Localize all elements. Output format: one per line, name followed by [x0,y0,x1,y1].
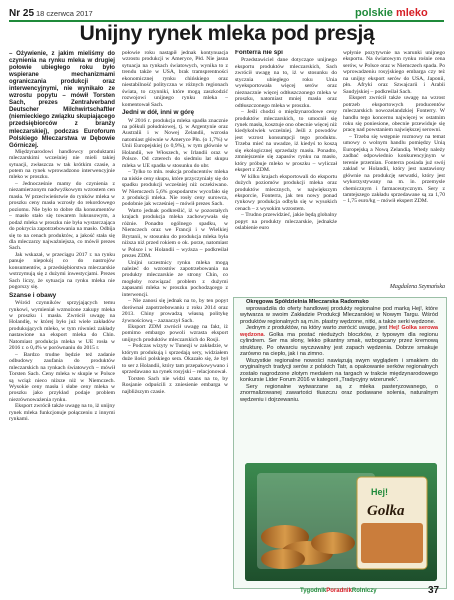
paragraph: połowie roku nastąpił jednak kontynuacja wzrostu produkcji w Ameryce, Płd. Nie jasna sytuacja na rynkach światowych, wynika to z trendu także w USA, brak tramsprentności ekonomicznej rynku chińskiego oraz niestabilność polityczna w różnych regionach świata, to czynniki, które mogą zaszkodzić rozwojowi unijnego rynku mleka – komentował Sach. [122,50,228,108]
article-column-1 [9,50,115,582]
section-tag-word: polskie [355,7,393,19]
promo-box-text [240,299,438,403]
text-span: Jednym z produktów, na który warto zwrócić uwagę, jest [246,325,390,331]
lead-paragraph: – Ożywienie, z jakim mieliśmy do czynienia na rynku mleka w drugiej połowie ubiegłego roku było wspierane mechanizmami ograniczania produkcji oraz interwencyjnymi, nie wynikało ze wzrostu popytu – mówił Torsten Sach, prezes Zentralverband Deutscher Milchwirtschaftler (niemieckiego związku skupiającego przedsiębiorców z branży mleczarskiej), podczas Euroforum Polskiego Mleczarstwa w Dębowie Górniczej. [9,50,115,149]
article-lead [9,50,115,149]
author-signature: Magdalena Szymańska [389,284,445,290]
logo-part-3: Rolniczy [351,588,377,594]
paragraph: – Bardzo trudne będzie też zadanie odbudowy zaufania do produktów mleczarskich na rynkach światowych – mówił Torsten Sach. Ceny mleka w skupie w Polsce są wciąż nieco niższe niż w Niemczech. Wysokie ceny masła i słabe ceny mleka w proszku jako przykład podaje problem niezrównoważenia rynku. [9,351,115,403]
paragraph: W 2016 r. produkcja mleka spadła znacznie na półkuli południowej, tj. w Argentynie oraz Australii i w Nowej Zelandii, wzrosła natomiast głównie w Ameryce Płn. (o 1,7%) w Unii Europejskiej (o 0,9%), w tym głównie w Holandii, we Włoszech, w Irlandii oraz w Polsce. Od czterech do siedmiu lat skupu mleka w UE spadła w stosunku do ubr. [122,117,228,169]
logo-part-1: Tygodnik [300,588,327,594]
paragraph: Warto jednak podkreślić, iż w pozostałych krajach produkcja mleka zachowywała się różnie. Ponadto ogólnego spadku, w Niemczech oraz we Francji i w Wielkiej Brytanii, w stosunku do produkcja mleka była niższa niż przed rokiem o ok. porze, natomiast w Polsce i w Holandii – wyższa – podkreślał prezes ZDM. [122,207,228,260]
promo-box-title: Okręgowa Spółdzielnia Mleczarska Radomsko [246,299,369,305]
issue-number: Nr 25 [9,8,35,19]
paragraph: Torsten Sach nie widzi szans na to, by Rosjanie odpuścili z zniesienie embarga w najbliższym czasie. [122,375,228,395]
paragraph: wpłynie pozytywnie na warunki unijnego eksportu. Na światowym rynku rośnie cena serów, w Polsce oraz w Niemczech spada. Po wprowadzeniu rosyjskiego embarga czy też na unijny eksport serów do USA, Japonii, płn. Afryki oraz Szwajcarii i Arabii Saudyjskiej – podkreślał Sach. [343,50,445,95]
product-highlight: Hej! Golka serowa wędzona [240,325,438,338]
article-title: Unijny rynek mleka pod presją [79,22,375,45]
paragraph: Jak wskazał, w przeciągu 2017 r. na rynku panuje niepokój co do nastrojów konsumentów, a przedsiębiorstwa mleczarskie wstrzymują się z dużymi inwestycjami. Prezes Sach liczy, że sytuacja na rynku mleka nie pogorszy się. [9,251,115,291]
paragraph: – Jednocześnie mamy do czynienia z niezamierzonym nadwyżkowym wzrostem cen masła. W przeciwieństwie do rynków mleka w proszku ceny masła wzrosły do rekordowego poziomu. Nie było to dobre dla konsumentów – masło stało się towarem luksusowym, a podaż mleka w proszku nie była wystarczająca do pokrycia zapotrzebowania na masło. Odbija się to na cenach produktów, a jakość stała się dla mleczarzy najważniejsza, co mówił prezes Sach. [9,180,115,252]
section-tag-accent: mleko [395,7,428,19]
article-column-3 [235,50,337,270]
paragraph: W kilku krajach eksportowali do eksportu dużych poziomów produkcji mleka oraz produktów mlecznych, w największym eksporcie, Fonterra, jak ten nowy ponad rynkowy produkcja odbyła się w wysokich cenach – z wysokim wzrostem. [235,173,337,212]
paragraph: Wszystkie regionalne nowości nawiązują swym wyglądem i smakiem do oryginalnych tradycji serów z polskich Tatr, a opakowanie serków regionalnych zostało nagrodzone złotym medalem na targach w trakcie międzynarodowego konkursie Lider Forum 2016 w kategorii „Tradycyjny wizerunek”. [240,357,438,383]
paragraph: – Tylko to mln. reakcja producentów mleka na niskie ceny skupu, które przyczyniały się do spadku produkcji wcześniej niż oczekiwano. W Niemczech 5,6% gospodarstw wycofało się z produkcji mleka. Nie rosły ceny surowca, podobnie jak wcześniej – mówił prezes Sach. [122,169,228,208]
paragraph: Przedstawiciel dane dotyczące unijnego eksportu produktów mleczarskich, Sach zwrócił uwagę na to, iż w stosunku do stycznia ubiegłego roku Unia wyeksportowała więcej serów oraz nieznacznie więcej odtłuszczonego mleka w proszku, natomiast mniej masła oraz odtłuszczonego mleka w proszku. [235,57,337,109]
page-number: 37 [428,585,440,596]
paragraph: – Trzeba się wstępnie rozmowy na temat umowy o wolnym handlu pomiędzy Unią Europejską a Nową Zelandią. Wtedy należy zadbać odpowiednio konkurencyjnym w terenie przemian. Fonterra posiada już swój zakład w Holandii, który jest nastawiony głównie na produkcję serwatki, który jest wykorzystywany na m. in. przemysle chemicznym i farmaceutycznym. Sery z tamtejszego zakładu sprzedawane są za 1,70 – 1,75 euro/kg – mówił ekspert ZDM. [343,133,445,205]
paragraph: Eksport ZDM zwrócił uwagę na fakt, iż pomimo embargo powoli wzrasta eksport unijnych produktów mleczarskich do Rosji. [122,324,228,343]
subheading-fonterra: Fonterra nie śpi [235,50,283,56]
issue-date: 18 czerwca 2017 [36,9,93,18]
paragraph: Międzynarodowi handlowcy produktami mleczarskimi wcześniej nie mieli takiej sytuacji, zwłaszcza w tak krótkim czasie, a potem na rynek wprowadzono interwencyjnie mleko w proszku. [9,148,115,181]
article-column-2 [122,50,228,582]
product-label: Golka [367,503,405,519]
paragraph: Sery regionalne wytwarzane są z mleka pasteryzowanego, o znormalizowanej zawartości tłuszczu oraz podawane solenia, naturalnym wędzeniu i dojrzewaniu. [240,383,438,403]
text-span: . Golka ma postać niedużych bloczków, z typowym dla regionu cylindrem. Ser ma słony, lekko pikantny smak, wzbogacany przez kremową strukturę. Po otwarciu wyczuwalny jest zapach wędzenia. Dobrze smakuje zarówno na ciepło, jak i na zimno. [240,331,438,357]
logo-part-2: Poradnik [326,588,352,594]
publication-logo [300,588,377,594]
paragraph: Unijni uczestnicy rynku mleka mogą należeć do wzrostów zapotrzebowania na produkty mleczarskie ze strony Chin, co mogłoby rozwiązać problem z dużymi zapasami mleka w proszku pochodzącego z interwencji. [122,259,228,298]
brand-label: Hej! [371,487,389,497]
article-column-4 [343,50,445,282]
paragraph: – Podczas wizyty w Tunezji w zakładzie, w którym produkują i sprzedają sery, widziałem duże ilości polskiego sera. Okazało się, że był to ser z Holandii, który tam przepakowywano i sprzedawano na rynek rosyjski – relacjonował. [122,343,228,376]
subheading-szanse: Szanse i obawy [9,291,57,299]
section-tag [355,7,428,19]
paragraph: Wśród czynników sprzyjających temu rynkowi, wymieniał wzmożone zakupy mleka w proszku i masła. Zwrócił uwagę na Holandię, w której było już wiele zakładów produkujących mleko, w tym również zakłady nastawione na eksport mleka do Chin. Natomiast produkcja mleka w UE rosła w 2016 r. o 0,4% w porównaniu do 2015 r. [9,300,115,352]
paragraph: – Trudno przewidzieć, jakie będą globalny popyt na produkty mleczarskie, jednakże oslabienie euro [235,212,337,232]
paragraph: – Jeśli chodzi o międzynarodowe ceny produktów mleczarskich, to umocnił się rynek masła, kosztuje ono obecnie więcej niż kiedykolwiek wcześniej. Jeśli z powodów jest wzrost konsumpcji tego produktu. Trzeba mieć na uwadze, iż kiedyś to koszą się ekologicznej sprzedaży masła. Ponadto, zmniejszenie się zapasów rynku na masło, który próbuje mleko w proszku – wyliczał ekspert z ZDM. [235,109,337,174]
paragraph: Ekspert zwrócił także uwagę na wzrost potrzeb eksportowych producentów mleczarskich nowozelandzkiej Fonterry. W handlu tego koncernu najwięcej w ostatnim roku się poniesione, obecnie przewiduje się pracę nad powstaniem największej serowni. [343,95,445,134]
paragraph: wprowadziła do oferty handlowej produkty regionalne pod marką Hej!, które wytwarza w swoim Zakładzie Produkcji Mleczarskiej w Nowym Targu. Wśród produktów regionalnych są m.in. plastry wędzone, nitki, a także serki wędzone. [240,305,438,325]
paragraph: Eksport zwrócił także uwagę na to, iż unijny rynek mleka funkcjonuje połączeniu z innymi rynkami. [9,403,115,423]
paragraph: – Nie zanosi się jednak na to, by ten popyt dorównał zapotrzebowaniu z roku 2014 oraz 2013. Chiny prowadzą własną politykę żywnościową – zaznaczył Sach. [122,298,228,324]
subheading-jedni: Jedni w dół, inni w górę [122,109,195,117]
paragraph-with-highlight [240,325,438,358]
product-photo [245,463,437,581]
product-photo-svg [245,463,437,581]
